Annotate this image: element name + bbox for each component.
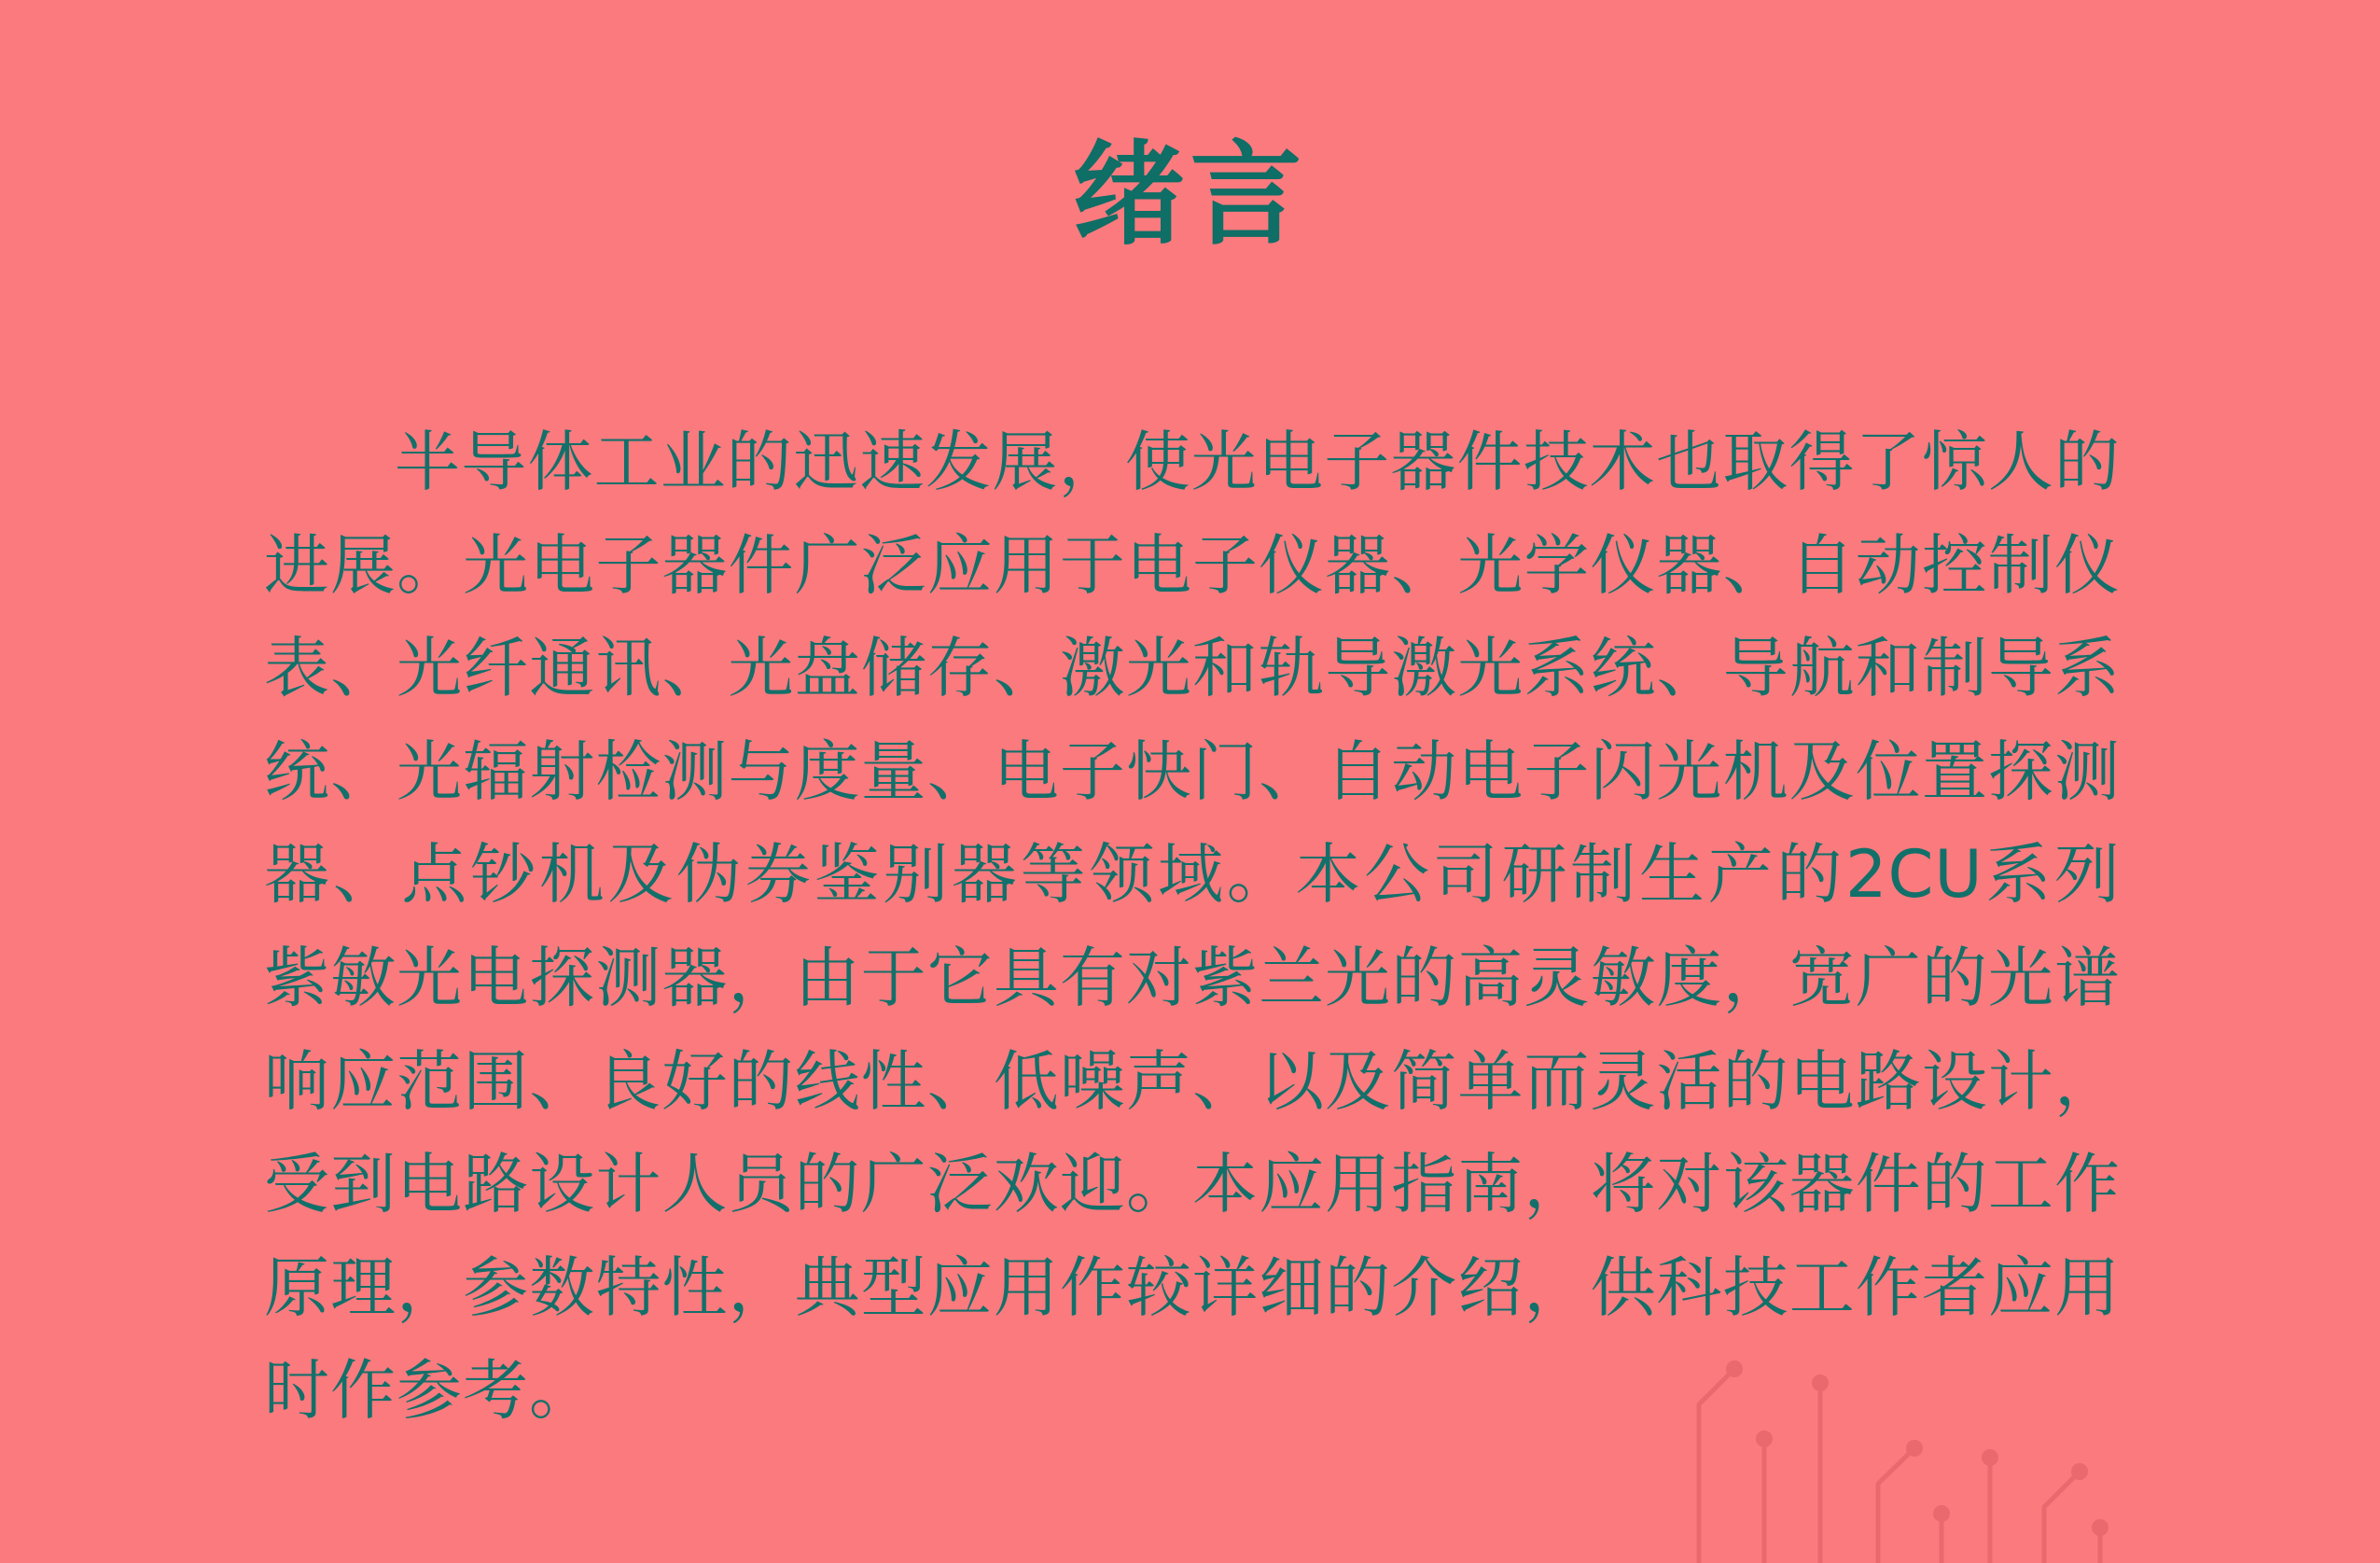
body-paragraph: 半导体工业的迅速发展，使光电子器件技术也取得了惊人的进展。光电子器件广泛应用于电子仪器、光学仪器、自动控制仪表、光纤通讯、光盘储存、激光和轨导激光系统、导航和制导系统、光辐射检测与度量、电子快门、自动电子闪光机及位置探测器、点钞机及伪券鉴别器等领域。本公司研制生产的2CU系列紫敏光电探测器，由于它具有对紫兰光的高灵敏度，宽广的光谱响应范围、良好的线性、低噪声、以及简单而灵活的电路设计，受到电路设计人员的广泛欢迎。本应用指南，将对该器件的工作原理，参数特性，典型应用作较详细的介绍，供科技工作者应用时作参考。 <box>264 424 2121 1430</box>
page-title: 绪言 <box>1072 131 1308 261</box>
